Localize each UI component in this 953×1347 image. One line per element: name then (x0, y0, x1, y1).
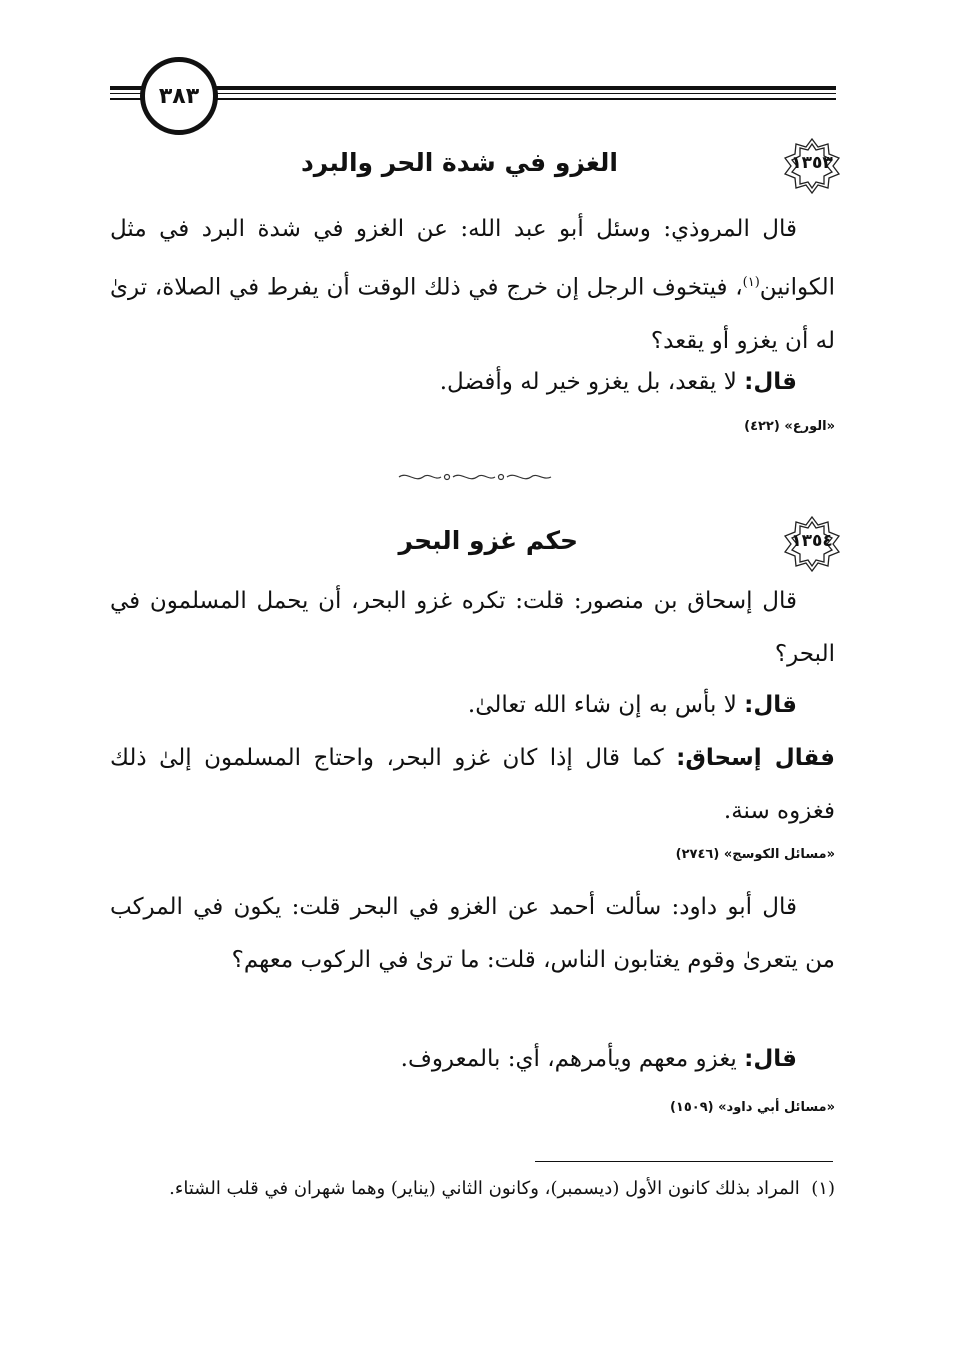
body-paragraph: قال: لا يقعد، بل يغزو خير له وأفضل. (439, 369, 797, 395)
header-rule (110, 98, 836, 100)
footnote-separator (535, 1161, 833, 1162)
section-title: الغزو في شدة الحر والبرد (300, 148, 618, 177)
body-paragraph: قال أبو داود: سألت أحمد عن الغزو في البحر قلت: يكون في المركب من يتعرىٰ وقوم يغتابون الناس، قلت: ما ترىٰ في الركوب معهم؟ (110, 894, 835, 973)
section-number-badge: ١٣٥٤ (781, 514, 843, 574)
body-paragraph: قال: يغزو معهم ويأمرهم، أي: بالمعروف. (400, 1046, 797, 1072)
body-paragraph: قال: لا بأس به إن شاء الله تعالىٰ. (467, 692, 797, 718)
section-heading (110, 514, 843, 574)
source-citation: «الورع» (٤٢٢) (744, 419, 835, 434)
body-paragraph: قال المروذي: وسئل أبو عبد الله: عن الغزو في شدة البرد في مثل الكوانين$^{(١)}$، فيتخوف الرجل إن خرج في ذلك الوقت أن يفرط في الصلاة، ترىٰ له أن يغزو أو يقعد؟ (110, 216, 835, 354)
footnote (110, 1172, 835, 1205)
section-title: حكم غزو البحر (398, 526, 578, 555)
footnote-ref[interactable]: (١) (742, 275, 760, 290)
source-citation: «مسائل الكوسج» (٢٧٤٦) (675, 847, 835, 862)
footnote-text: المراد بذلك كانون الأول (ديسمبر)، وكانون الثاني (يناير) وهما شهران في قلب الشتاء. (169, 1178, 800, 1199)
body-paragraph: فقال إسحاق: كما قال إذا كان غزو البحر، واحتاج المسلمون إلىٰ ذلك فغزوه سنة. (110, 745, 835, 824)
body-paragraph: قال إسحاق بن منصور: قلت: تكره غزو البحر، أن يحمل المسلمون في البحر؟ (110, 588, 835, 667)
section-number-badge: ١٣٥٣ (781, 136, 843, 196)
section-heading (110, 136, 843, 196)
page-number: ٣٨٣ (140, 57, 218, 135)
ornament-divider-icon (395, 469, 555, 485)
footnote-marker: (١) (811, 1178, 835, 1199)
header-rule (110, 86, 836, 90)
header-rule (110, 93, 836, 94)
source-citation: «مسائل أبي داود» (١٥٠٩) (669, 1100, 835, 1115)
